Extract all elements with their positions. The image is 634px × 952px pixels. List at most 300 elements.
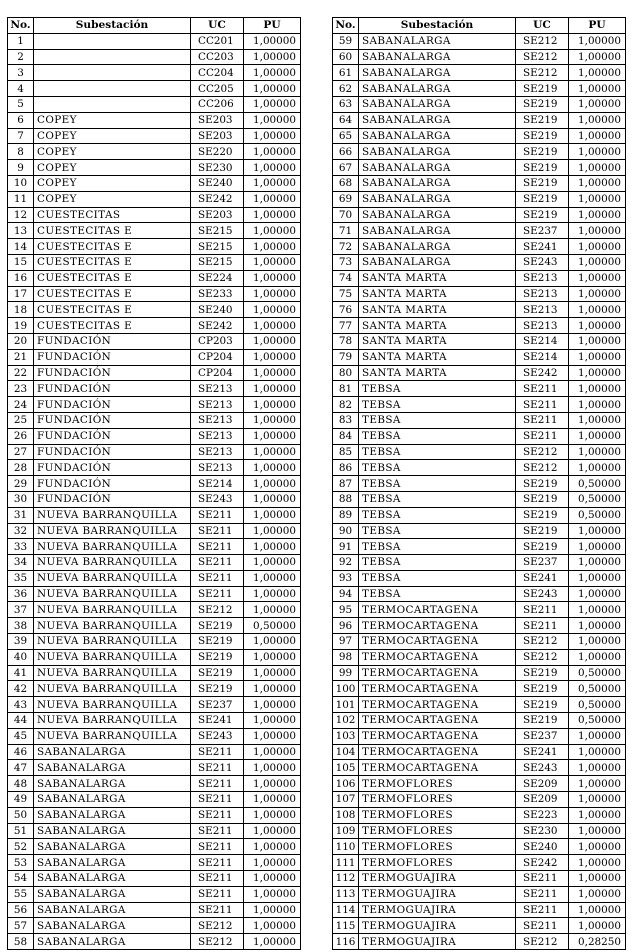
cell-subestacion: TERMOCARTAGENA	[359, 760, 516, 776]
cell-no: 33	[8, 539, 34, 555]
cell-uc: CC205	[191, 81, 244, 97]
cell-pu: 0,50000	[569, 713, 626, 729]
cell-uc: SE211	[191, 807, 244, 823]
cell-no: 17	[8, 286, 34, 302]
cell-uc: SE241	[516, 570, 569, 586]
table-row	[333, 286, 626, 302]
cell-no: 47	[8, 760, 34, 776]
cell-no: 82	[333, 397, 359, 413]
table-row	[8, 807, 301, 823]
table-row	[8, 365, 301, 381]
cell-pu: 1,00000	[569, 570, 626, 586]
table-row	[8, 665, 301, 681]
cell-pu: 1,00000	[244, 681, 301, 697]
cell-subestacion: NUEVA BARRANQUILLA	[34, 539, 191, 555]
cell-uc: SE243	[516, 254, 569, 270]
cell-no: 100	[333, 681, 359, 697]
cell-no: 25	[8, 412, 34, 428]
cell-no: 10	[8, 175, 34, 191]
cell-pu: 1,00000	[244, 286, 301, 302]
cell-uc: SE215	[191, 239, 244, 255]
cell-no: 60	[333, 49, 359, 65]
cell-subestacion: TEBSA	[359, 570, 516, 586]
cell-uc: CC203	[191, 49, 244, 65]
cell-subestacion: TERMOCARTAGENA	[359, 618, 516, 634]
cell-no: 107	[333, 792, 359, 808]
table-row	[8, 333, 301, 349]
cell-subestacion: TERMOFLORES	[359, 792, 516, 808]
table-row	[8, 555, 301, 571]
cell-uc: SE240	[191, 175, 244, 191]
cell-subestacion: SABANALARGA	[34, 807, 191, 823]
cell-subestacion: TEBSA	[359, 507, 516, 523]
cell-subestacion: TERMOCARTAGENA	[359, 634, 516, 650]
cell-pu: 1,00000	[244, 412, 301, 428]
cell-uc: SE214	[516, 333, 569, 349]
table-row	[333, 191, 626, 207]
cell-subestacion: FUNDACIÓN	[34, 381, 191, 397]
cell-subestacion: SABANALARGA	[34, 760, 191, 776]
table-row	[333, 223, 626, 239]
cell-pu: 1,00000	[569, 602, 626, 618]
cell-subestacion: FUNDACIÓN	[34, 460, 191, 476]
cell-pu: 1,00000	[244, 128, 301, 144]
cell-subestacion: NUEVA BARRANQUILLA	[34, 728, 191, 744]
cell-subestacion: NUEVA BARRANQUILLA	[34, 665, 191, 681]
cell-pu: 0,50000	[569, 476, 626, 492]
cell-pu: 1,00000	[569, 49, 626, 65]
table-row	[333, 586, 626, 602]
cell-subestacion: TERMOCARTAGENA	[359, 697, 516, 713]
cell-no: 51	[8, 823, 34, 839]
cell-no: 77	[333, 318, 359, 334]
cell-pu: 1,00000	[244, 934, 301, 950]
table-row	[8, 175, 301, 191]
cell-uc: SE219	[516, 175, 569, 191]
cell-pu: 1,00000	[569, 397, 626, 413]
cell-subestacion: COPEY	[34, 175, 191, 191]
cell-pu: 1,00000	[244, 65, 301, 81]
cell-no: 9	[8, 160, 34, 176]
table-row	[333, 349, 626, 365]
cell-uc: SE211	[516, 902, 569, 918]
cell-pu: 1,00000	[569, 902, 626, 918]
cell-no: 56	[8, 902, 34, 918]
cell-uc: SE213	[191, 412, 244, 428]
cell-uc: SE209	[516, 776, 569, 792]
cell-no: 3	[8, 65, 34, 81]
cell-pu: 1,00000	[244, 634, 301, 650]
cell-subestacion: TEBSA	[359, 476, 516, 492]
cell-subestacion: TERMOCARTAGENA	[359, 649, 516, 665]
cell-subestacion: TEBSA	[359, 412, 516, 428]
table-row	[333, 207, 626, 223]
table-row	[8, 523, 301, 539]
cell-uc: SE219	[516, 476, 569, 492]
cell-uc: SE219	[516, 507, 569, 523]
cell-subestacion	[34, 65, 191, 81]
cell-subestacion: SABANALARGA	[359, 49, 516, 65]
cell-no: 46	[8, 744, 34, 760]
cell-uc: SE211	[191, 744, 244, 760]
cell-uc: SE212	[516, 634, 569, 650]
cell-subestacion: SABANALARGA	[359, 223, 516, 239]
table-row	[8, 160, 301, 176]
cell-pu: 0,50000	[569, 491, 626, 507]
cell-pu: 1,00000	[569, 207, 626, 223]
cell-subestacion: CUESTECITAS E	[34, 254, 191, 270]
cell-uc: SE237	[191, 697, 244, 713]
table-row	[333, 602, 626, 618]
cell-subestacion: SABANALARGA	[34, 839, 191, 855]
cell-uc: SE212	[516, 33, 569, 49]
cell-subestacion: TERMOCARTAGENA	[359, 744, 516, 760]
table-row	[333, 570, 626, 586]
cell-uc: SE212	[191, 934, 244, 950]
cell-uc: SE211	[191, 839, 244, 855]
cell-no: 74	[333, 270, 359, 286]
table-row	[8, 570, 301, 586]
cell-no: 113	[333, 886, 359, 902]
cell-uc: SE241	[191, 713, 244, 729]
cell-subestacion: SABANALARGA	[34, 744, 191, 760]
cell-no: 44	[8, 713, 34, 729]
table-row	[8, 491, 301, 507]
cell-pu: 1,00000	[569, 333, 626, 349]
table-row	[333, 823, 626, 839]
cell-pu: 1,00000	[244, 112, 301, 128]
table-row	[333, 792, 626, 808]
cell-pu: 1,00000	[569, 618, 626, 634]
cell-no: 61	[333, 65, 359, 81]
cell-subestacion: SABANALARGA	[34, 934, 191, 950]
cell-subestacion: TERMOFLORES	[359, 807, 516, 823]
cell-uc: SE219	[516, 128, 569, 144]
cell-uc: SE213	[191, 428, 244, 444]
cell-pu: 1,00000	[569, 807, 626, 823]
cell-pu: 1,00000	[569, 33, 626, 49]
table-row	[8, 602, 301, 618]
table-row	[8, 144, 301, 160]
cell-subestacion: CUESTECITAS E	[34, 318, 191, 334]
cell-no: 18	[8, 302, 34, 318]
cell-no: 76	[333, 302, 359, 318]
table-row	[8, 902, 301, 918]
table-row	[8, 254, 301, 270]
cell-no: 54	[8, 871, 34, 887]
table-row	[8, 223, 301, 239]
table-row	[333, 254, 626, 270]
cell-no: 8	[8, 144, 34, 160]
table-row	[333, 112, 626, 128]
cell-pu: 1,00000	[244, 586, 301, 602]
table-row	[8, 934, 301, 950]
cell-uc: SE211	[191, 902, 244, 918]
cell-subestacion: TEBSA	[359, 523, 516, 539]
table-row	[333, 681, 626, 697]
cell-pu: 1,00000	[244, 649, 301, 665]
cell-uc: SE219	[191, 618, 244, 634]
cell-pu: 1,00000	[569, 191, 626, 207]
cell-subestacion: COPEY	[34, 144, 191, 160]
cell-subestacion: SABANALARGA	[34, 902, 191, 918]
cell-no: 89	[333, 507, 359, 523]
cell-pu: 1,00000	[244, 507, 301, 523]
cell-pu: 1,00000	[244, 397, 301, 413]
cell-no: 48	[8, 776, 34, 792]
cell-pu: 0,50000	[569, 507, 626, 523]
cell-uc: SE219	[516, 191, 569, 207]
header-subestacion: Subestación	[359, 18, 516, 34]
cell-pu: 1,00000	[569, 254, 626, 270]
cell-pu: 1,00000	[244, 365, 301, 381]
cell-no: 103	[333, 728, 359, 744]
table-row	[8, 381, 301, 397]
cell-pu: 1,00000	[244, 744, 301, 760]
cell-pu: 1,00000	[569, 634, 626, 650]
cell-subestacion: SANTA MARTA	[359, 270, 516, 286]
cell-subestacion: FUNDACIÓN	[34, 444, 191, 460]
table-row	[333, 144, 626, 160]
table-row	[333, 333, 626, 349]
table-row	[333, 776, 626, 792]
cell-uc: SE237	[516, 223, 569, 239]
cell-subestacion: SABANALARGA	[359, 239, 516, 255]
cell-no: 73	[333, 254, 359, 270]
table-row	[8, 65, 301, 81]
cell-no: 37	[8, 602, 34, 618]
table-row	[333, 871, 626, 887]
cell-subestacion: TEBSA	[359, 397, 516, 413]
cell-subestacion: TERMOGUAJIRA	[359, 886, 516, 902]
cell-subestacion: FUNDACIÓN	[34, 365, 191, 381]
cell-pu: 1,00000	[569, 96, 626, 112]
cell-subestacion: FUNDACIÓN	[34, 412, 191, 428]
table-row	[8, 681, 301, 697]
cell-pu: 1,00000	[569, 586, 626, 602]
cell-uc: SE214	[191, 476, 244, 492]
cell-no: 64	[333, 112, 359, 128]
cell-pu: 1,00000	[569, 412, 626, 428]
table-row	[333, 49, 626, 65]
cell-uc: SE219	[516, 160, 569, 176]
cell-uc: SE211	[191, 523, 244, 539]
table-row	[8, 634, 301, 650]
header-uc: UC	[516, 18, 569, 34]
cell-no: 21	[8, 349, 34, 365]
cell-subestacion: NUEVA BARRANQUILLA	[34, 523, 191, 539]
table-row	[8, 476, 301, 492]
cell-subestacion: TEBSA	[359, 586, 516, 602]
cell-subestacion: TERMOCARTAGENA	[359, 602, 516, 618]
table-row	[333, 460, 626, 476]
table-row	[8, 539, 301, 555]
cell-no: 102	[333, 713, 359, 729]
cell-pu: 1,00000	[569, 65, 626, 81]
cell-pu: 1,00000	[569, 160, 626, 176]
header-row	[333, 18, 626, 34]
cell-subestacion: TEBSA	[359, 428, 516, 444]
cell-subestacion: TEBSA	[359, 539, 516, 555]
cell-no: 20	[8, 333, 34, 349]
cell-pu: 1,00000	[244, 381, 301, 397]
cell-pu: 1,00000	[244, 349, 301, 365]
cell-subestacion: NUEVA BARRANQUILLA	[34, 697, 191, 713]
cell-uc: SE212	[516, 444, 569, 460]
cell-pu: 1,00000	[569, 318, 626, 334]
cell-uc: SE237	[516, 555, 569, 571]
cell-uc: SE211	[516, 428, 569, 444]
table-row	[333, 555, 626, 571]
cell-pu: 1,00000	[569, 381, 626, 397]
cell-uc: SE212	[191, 918, 244, 934]
cell-pu: 1,00000	[244, 160, 301, 176]
cell-pu: 1,00000	[244, 839, 301, 855]
cell-pu: 1,00000	[244, 807, 301, 823]
table-row	[333, 128, 626, 144]
cell-uc: SE243	[191, 491, 244, 507]
cell-pu: 1,00000	[569, 823, 626, 839]
cell-uc: SE211	[516, 602, 569, 618]
cell-no: 116	[333, 934, 359, 950]
table-row	[8, 586, 301, 602]
cell-subestacion: TEBSA	[359, 381, 516, 397]
cell-no: 70	[333, 207, 359, 223]
cell-uc: SE211	[191, 855, 244, 871]
header-no: No.	[333, 18, 359, 34]
table-row	[333, 728, 626, 744]
cell-pu: 0,50000	[244, 618, 301, 634]
cell-no: 32	[8, 523, 34, 539]
cell-no: 114	[333, 902, 359, 918]
cell-pu: 1,00000	[244, 254, 301, 270]
cell-uc: SE215	[191, 223, 244, 239]
table-row	[8, 855, 301, 871]
table-row	[333, 397, 626, 413]
table-row	[333, 81, 626, 97]
table-row	[8, 128, 301, 144]
table-row	[333, 634, 626, 650]
cell-subestacion: CUESTECITAS E	[34, 223, 191, 239]
cell-subestacion: FUNDACIÓN	[34, 349, 191, 365]
cell-uc: SE213	[516, 318, 569, 334]
cell-pu: 1,00000	[244, 144, 301, 160]
cell-no: 39	[8, 634, 34, 650]
table-row	[333, 934, 626, 950]
cell-uc: SE233	[191, 286, 244, 302]
cell-uc: SE209	[516, 792, 569, 808]
cell-uc: SE203	[191, 207, 244, 223]
cell-uc: SE214	[516, 349, 569, 365]
cell-subestacion: TERMOFLORES	[359, 839, 516, 855]
cell-pu: 1,00000	[244, 270, 301, 286]
cell-pu: 1,00000	[569, 144, 626, 160]
cell-no: 55	[8, 886, 34, 902]
cell-subestacion: NUEVA BARRANQUILLA	[34, 586, 191, 602]
right-table	[332, 17, 626, 950]
table-row	[8, 792, 301, 808]
cell-subestacion: CUESTECITAS E	[34, 286, 191, 302]
cell-uc: SE219	[516, 523, 569, 539]
cell-subestacion: SANTA MARTA	[359, 286, 516, 302]
cell-pu: 1,00000	[569, 128, 626, 144]
cell-subestacion: CUESTECITAS E	[34, 239, 191, 255]
cell-subestacion: TEBSA	[359, 460, 516, 476]
cell-no: 95	[333, 602, 359, 618]
cell-uc: CC201	[191, 33, 244, 49]
cell-subestacion: SABANALARGA	[359, 112, 516, 128]
cell-pu: 1,00000	[569, 649, 626, 665]
cell-subestacion: NUEVA BARRANQUILLA	[34, 602, 191, 618]
cell-pu: 1,00000	[569, 555, 626, 571]
header-row	[8, 18, 301, 34]
cell-uc: SE242	[516, 855, 569, 871]
cell-uc: SE230	[191, 160, 244, 176]
table-row	[8, 318, 301, 334]
cell-no: 110	[333, 839, 359, 855]
cell-subestacion: CUESTECITAS	[34, 207, 191, 223]
cell-uc: SE213	[516, 302, 569, 318]
cell-no: 79	[333, 349, 359, 365]
cell-pu: 1,00000	[244, 823, 301, 839]
cell-no: 66	[333, 144, 359, 160]
cell-pu: 1,00000	[244, 81, 301, 97]
header-subestacion: Subestación	[34, 18, 191, 34]
cell-no: 7	[8, 128, 34, 144]
table-row	[8, 191, 301, 207]
cell-subestacion: SABANALARGA	[34, 871, 191, 887]
cell-no: 84	[333, 428, 359, 444]
table-row	[8, 112, 301, 128]
table-row	[8, 286, 301, 302]
table-row	[8, 839, 301, 855]
table-row	[8, 349, 301, 365]
cell-uc: SE219	[516, 96, 569, 112]
cell-subestacion: SABANALARGA	[359, 96, 516, 112]
cell-no: 91	[333, 539, 359, 555]
cell-uc: SE211	[516, 618, 569, 634]
cell-subestacion: SABANALARGA	[359, 191, 516, 207]
cell-subestacion: SABANALARGA	[34, 918, 191, 934]
cell-no: 41	[8, 665, 34, 681]
cell-uc: SE213	[516, 286, 569, 302]
table-row	[8, 918, 301, 934]
table-row	[8, 871, 301, 887]
table-row	[8, 728, 301, 744]
cell-pu: 1,00000	[244, 555, 301, 571]
header-no: No.	[8, 18, 34, 34]
table-row	[333, 428, 626, 444]
cell-pu: 1,00000	[569, 428, 626, 444]
table-row	[333, 523, 626, 539]
cell-subestacion: NUEVA BARRANQUILLA	[34, 570, 191, 586]
cell-subestacion: SABANALARGA	[359, 33, 516, 49]
cell-no: 26	[8, 428, 34, 444]
cell-subestacion: SABANALARGA	[359, 128, 516, 144]
cell-no: 13	[8, 223, 34, 239]
cell-pu: 1,00000	[244, 33, 301, 49]
cell-uc: SE203	[191, 128, 244, 144]
cell-no: 92	[333, 555, 359, 571]
cell-uc: SE219	[516, 144, 569, 160]
cell-subestacion: SABANALARGA	[359, 175, 516, 191]
cell-no: 30	[8, 491, 34, 507]
cell-uc: SE242	[191, 318, 244, 334]
cell-subestacion: SABANALARGA	[34, 886, 191, 902]
table-row	[333, 444, 626, 460]
cell-no: 96	[333, 618, 359, 634]
cell-pu: 1,00000	[244, 444, 301, 460]
